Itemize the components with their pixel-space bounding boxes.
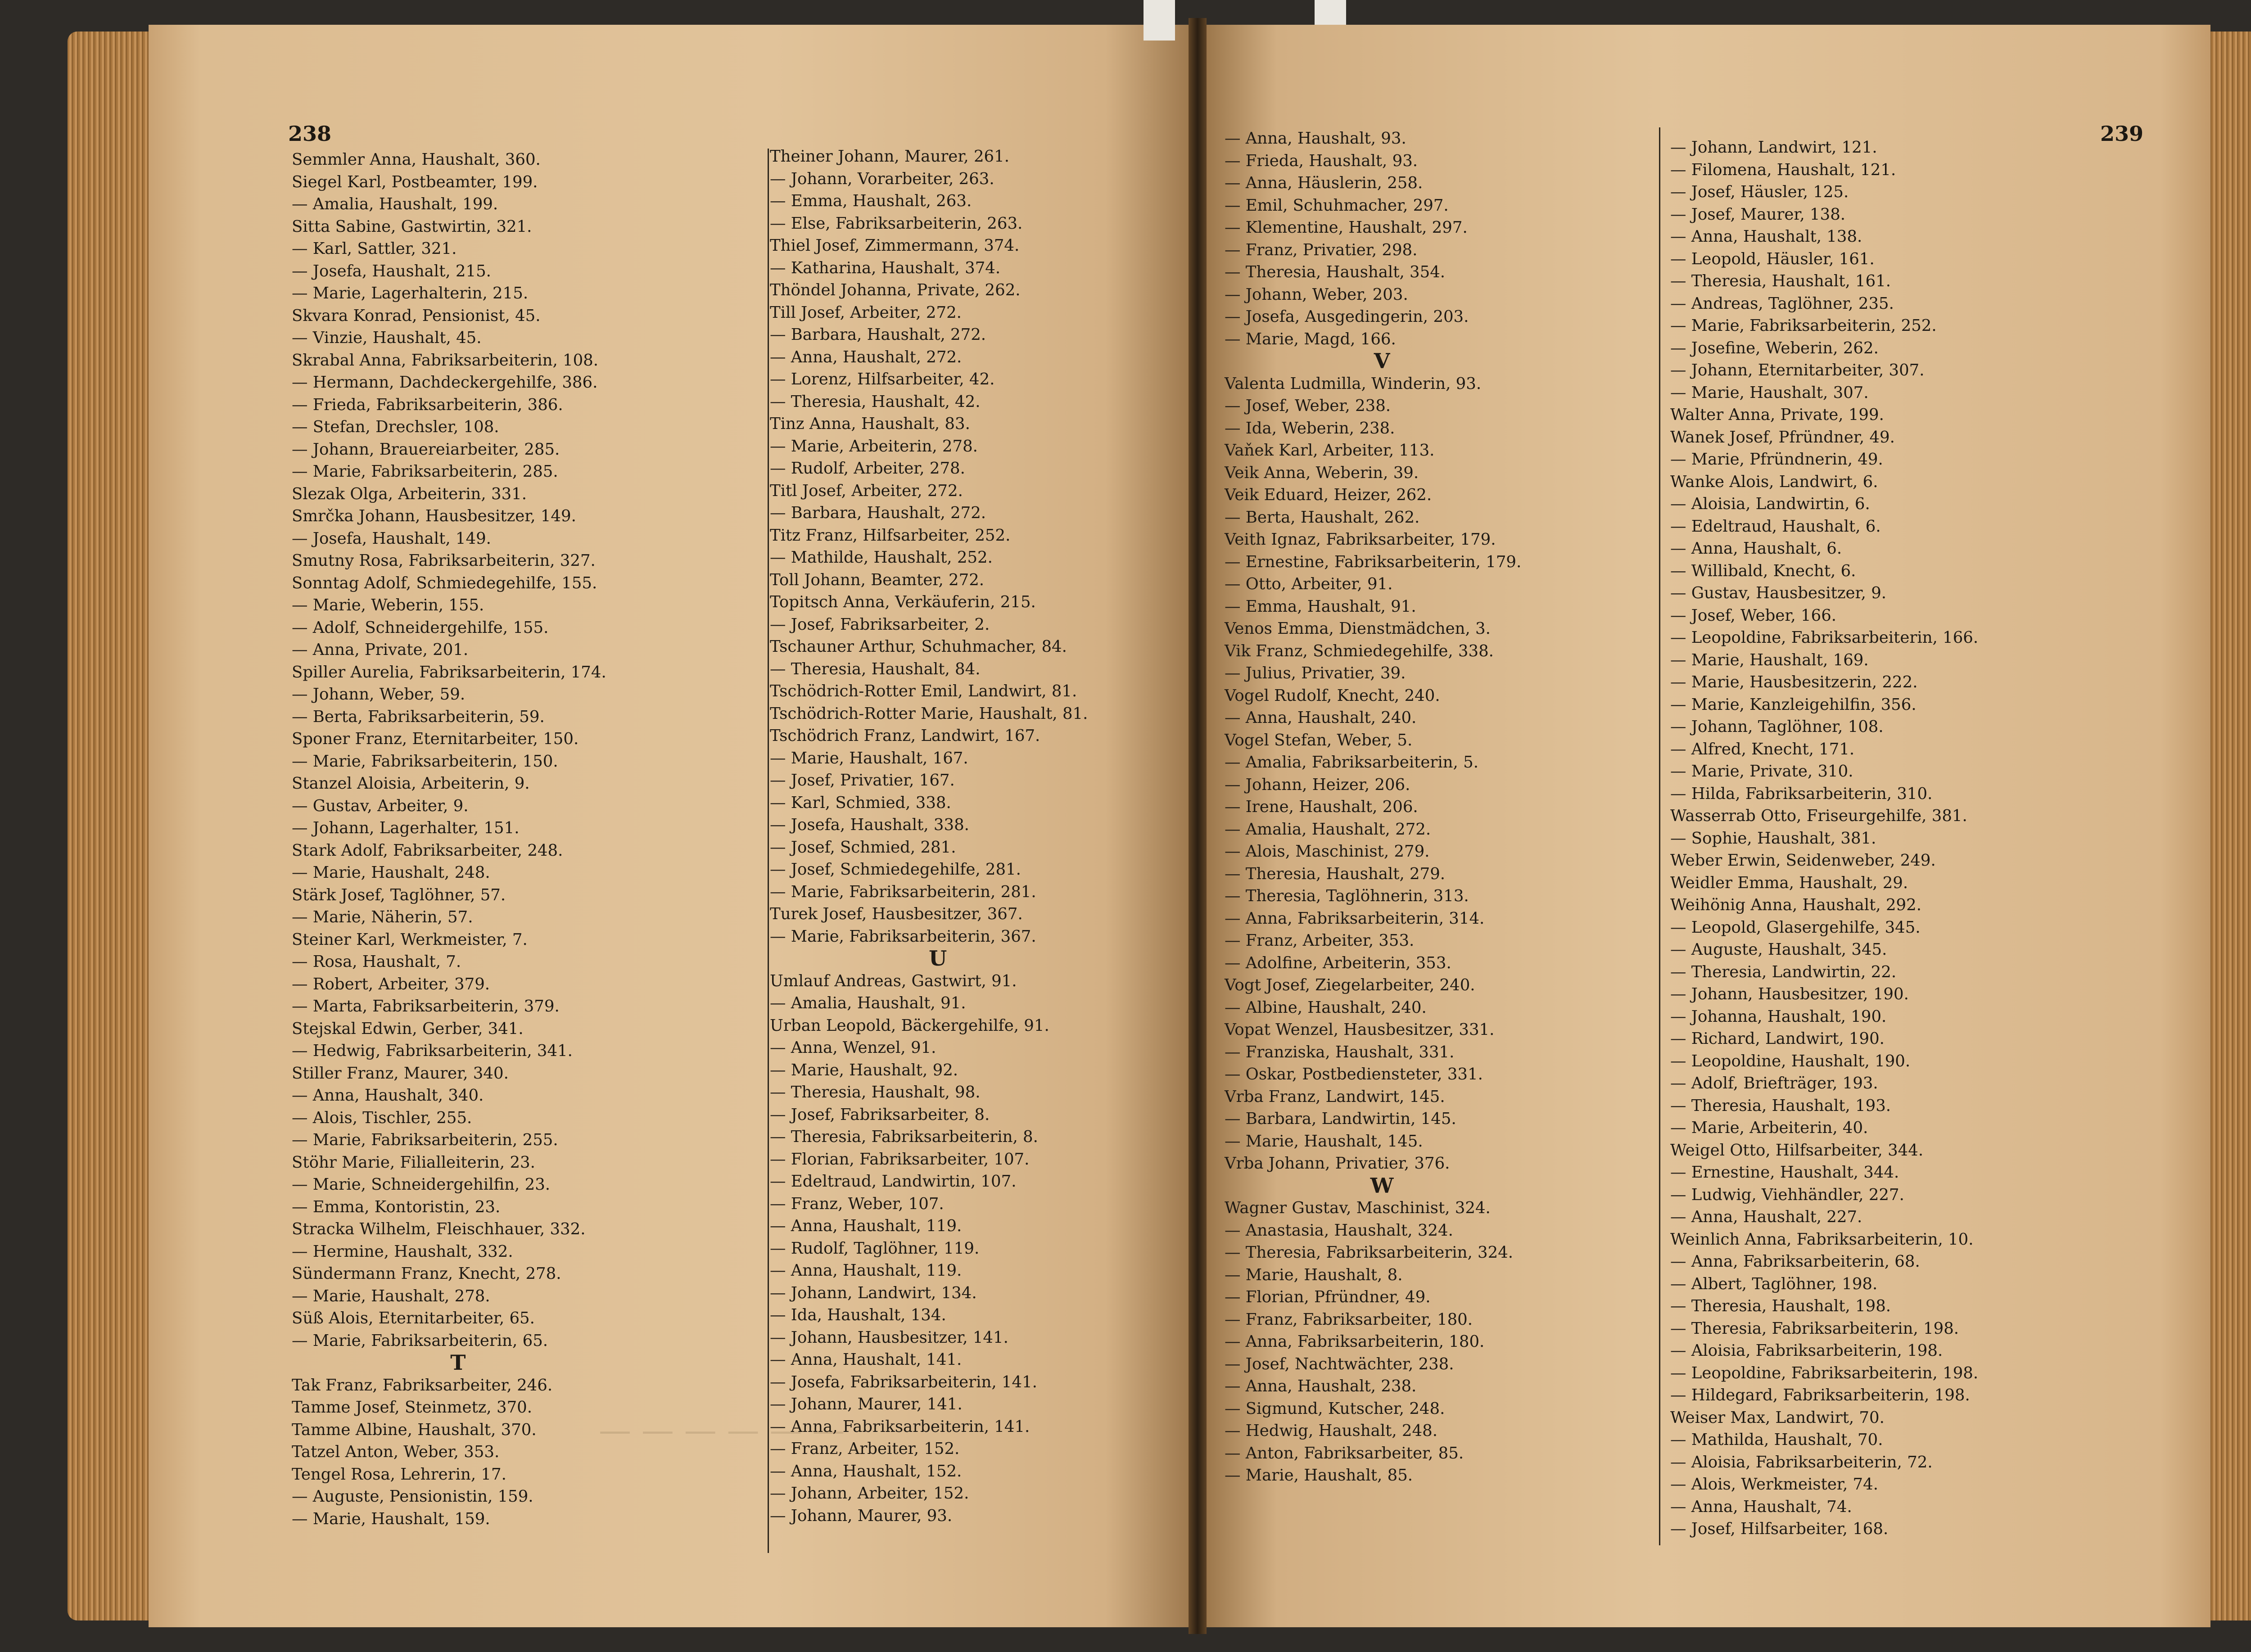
directory-entry: Wanek Josef, Pfründner, 49. [1670,428,1895,447]
directory-entry: — Johann, Taglöhner, 108. [1670,718,1884,736]
directory-entry: Thiel Josef, Zimmermann, 374. [770,236,1020,255]
directory-entry: — Rudolf, Taglöhner, 119. [770,1239,980,1258]
directory-entry: — Sigmund, Kutscher, 248. [1225,1399,1445,1418]
directory-entry: — Josef, Schmiedegehilfe, 281. [770,860,1021,879]
directory-entry: — Theresia, Haushalt, 354. [1225,263,1446,281]
directory-entry: — Leopold, Häusler, 161. [1670,249,1875,268]
directory-entry: Sponer Franz, Eternitarbeiter, 150. [292,730,579,748]
directory-entry: — Johann, Weber, 59. [292,685,466,704]
directory-entry: Titz Franz, Hilfsarbeiter, 252. [770,526,1011,545]
directory-entry: Wagner Gustav, Maschinist, 324. [1225,1199,1491,1217]
directory-entry: — Florian, Fabriksarbeiter, 107. [770,1150,1030,1169]
directory-entry: — Anna, Haushalt, 227. [1670,1208,1862,1226]
directory-entry: — Marie, Arbeiterin, 40. [1670,1119,1868,1137]
directory-entry: — Leopoldine, Fabriksarbeiterin, 198. [1670,1363,1979,1382]
directory-entry: — Franz, Arbeiter, 152. [770,1440,960,1458]
directory-entry: — Marie, Schneidergehilfin, 23. [292,1175,551,1194]
directory-entry: — Albine, Haushalt, 240. [1225,998,1427,1017]
directory-entry: — Hilda, Fabriksarbeiterin, 310. [1670,784,1933,803]
directory-entry: — Anna, Haushalt, 93. [1225,129,1406,148]
directory-entry: — Marie, Fabriksarbeiterin, 285. [292,462,558,481]
right-page-column-2 [1670,136,1978,1540]
directory-entry: — Josef, Fabriksarbeiter, 2. [770,615,990,634]
directory-entry: — Johann, Eternitarbeiter, 307. [1670,361,1925,379]
directory-entry: — Franz, Arbeiter, 353. [1225,931,1415,950]
directory-entry: — Marie, Fabriksarbeiterin, 255. [292,1131,558,1149]
directory-entry: — Anna, Haushalt, 141. [770,1350,962,1369]
directory-entry: — Lorenz, Hilfsarbeiter, 42. [770,370,995,388]
directory-entry: Siegel Karl, Postbeamter, 199. [292,172,538,191]
directory-entry: — Marie, Haushalt, 159. [292,1509,490,1528]
directory-entry: — Ernestine, Haushalt, 344. [1670,1163,1899,1182]
directory-entry: — Alois, Maschinist, 279. [1225,842,1430,861]
directory-entry: — Anna, Haushalt, 138. [1670,227,1862,246]
directory-entry: — Ida, Haushalt, 134. [770,1306,946,1324]
directory-entry: — Julius, Privatier, 39. [1225,664,1406,682]
directory-entry: — Marie, Fabriksarbeiterin, 281. [770,882,1036,901]
directory-entry: — Auguste, Pensionistin, 159. [292,1487,533,1506]
directory-entry: — Katharina, Haushalt, 374. [770,258,1001,277]
directory-entry: Stiller Franz, Maurer, 340. [292,1064,509,1083]
directory-entry: — Franz, Fabriksarbeiter, 180. [1225,1310,1473,1329]
directory-entry: — Theresia, Haushalt, 161. [1670,272,1891,290]
directory-entry: Weihönig Anna, Haushalt, 292. [1670,896,1921,914]
directory-entry: — Anna, Fabriksarbeiterin, 141. [770,1417,1030,1436]
directory-entry: — Marie, Private, 310. [1670,762,1853,781]
directory-entry: — Anna, Fabriksarbeiterin, 314. [1225,909,1485,928]
directory-entry: — Alfred, Knecht, 171. [1670,740,1855,758]
directory-entry: — Marie, Kanzleigehilfin, 356. [1670,695,1917,714]
directory-entry: — Marie, Haushalt, 307. [1670,383,1869,402]
section-letter-heading: W [1370,1173,1394,1198]
directory-entry: — Leopoldine, Fabriksarbeiterin, 166. [1670,628,1979,647]
directory-entry: Sonntag Adolf, Schmiedegehilfe, 155. [292,573,597,592]
directory-entry: — Hedwig, Haushalt, 248. [1225,1422,1437,1440]
directory-entry: Sündermann Franz, Knecht, 278. [292,1264,561,1283]
directory-entry: — Emma, Haushalt, 263. [770,192,972,210]
directory-entry: Veith Ignaz, Fabriksarbeiter, 179. [1225,530,1496,549]
directory-entry: — Amalia, Haushalt, 199. [292,195,498,213]
directory-entry: — Hildegard, Fabriksarbeiterin, 198. [1670,1386,1970,1404]
directory-entry: — Anna, Haushalt, 119. [770,1217,962,1235]
directory-entry: — Theresia, Haushalt, 193. [1670,1096,1891,1115]
directory-entry: Stark Adolf, Fabriksarbeiter, 248. [292,841,563,860]
directory-entry: — Marie, Haushalt, 8. [1225,1265,1403,1284]
directory-entry: Umlauf Andreas, Gastwirt, 91. [770,971,1017,990]
directory-entry: Tatzel Anton, Weber, 353. [292,1443,500,1461]
directory-entry: — Franziska, Haushalt, 331. [1225,1043,1455,1061]
directory-entry: — Johann, Brauereiarbeiter, 285. [292,440,560,459]
directory-entry: Vrba Franz, Landwirt, 145. [1225,1087,1445,1106]
directory-entry: — Adolf, Briefträger, 193. [1670,1074,1878,1092]
directory-entry: — Anna, Haushalt, 238. [1225,1377,1417,1395]
directory-entry: — Emil, Schuhmacher, 297. [1225,196,1449,215]
directory-entry: — Theresia, Landwirtin, 22. [1670,962,1897,981]
directory-entry: — Marie, Fabriksarbeiterin, 367. [770,927,1036,946]
book-page-edges-left [68,32,149,1620]
section-letter-heading: U [929,946,947,970]
directory-entry: Tschödrich Franz, Landwirt, 167. [770,727,1040,745]
directory-entry: — Marie, Fabriksarbeiterin, 150. [292,752,558,771]
directory-entry: — Rudolf, Arbeiter, 278. [770,459,965,478]
directory-entry: — Vinzie, Haushalt, 45. [292,329,482,347]
directory-entry: — Marie, Näherin, 57. [292,908,473,926]
directory-entry: — Irene, Haushalt, 206. [1225,798,1418,816]
directory-entry: — Johann, Maurer, 93. [770,1506,953,1525]
directory-entry: — Marie, Weberin, 155. [292,596,484,614]
directory-entry: — Josefa, Fabriksarbeiterin, 141. [770,1372,1037,1391]
directory-entry: — Marie, Haushalt, 278. [292,1286,490,1305]
directory-entry: Vogel Stefan, Weber, 5. [1225,731,1413,749]
directory-entry: — Mathilde, Haushalt, 252. [770,548,993,567]
directory-entry: — Ida, Weberin, 238. [1225,419,1395,438]
directory-entry: — Edeltraud, Landwirtin, 107. [770,1172,1017,1191]
left-page-column-2 [770,145,1088,1527]
directory-entry: — Josefine, Weberin, 262. [1670,339,1879,357]
directory-entry: — Aloisia, Fabriksarbeiterin, 198. [1670,1341,1943,1360]
directory-entry: — Josefa, Haushalt, 338. [770,816,969,834]
directory-entry: — Frieda, Haushalt, 93. [1225,151,1418,170]
directory-entry: Toll Johann, Beamter, 272. [770,570,985,589]
column-divider [768,149,769,1553]
directory-entry: Stejskal Edwin, Gerber, 341. [292,1019,524,1038]
right-page [1207,25,2210,1627]
directory-entry: — Karl, Schmied, 338. [770,793,951,812]
directory-entry: Wanke Alois, Landwirt, 6. [1670,472,1878,491]
directory-entry: — Josefa, Ausgedingerin, 203. [1225,307,1469,326]
directory-entry: Urban Leopold, Bäckergehilfe, 91. [770,1016,1049,1035]
directory-entry: — Richard, Landwirt, 190. [1670,1029,1885,1048]
directory-entry: Tengel Rosa, Lehrerin, 17. [292,1465,506,1484]
directory-entry: — Josef, Nachtwächter, 238. [1225,1354,1454,1373]
directory-entry: — Anna, Fabriksarbeiterin, 68. [1670,1252,1920,1271]
directory-entry: — Johann, Arbeiter, 152. [770,1484,969,1503]
directory-entry: — Marie, Haushalt, 145. [1225,1132,1423,1151]
directory-entry: — Adolfine, Arbeiterin, 353. [1225,953,1451,972]
directory-entry: Tamme Josef, Steinmetz, 370. [292,1398,533,1417]
directory-entry: Süß Alois, Eternitarbeiter, 65. [292,1309,535,1327]
directory-entry: Weber Erwin, Seidenweber, 249. [1670,851,1936,870]
directory-entry: — Theresia, Fabriksarbeiterin, 324. [1225,1243,1514,1262]
directory-entry: Stracka Wilhelm, Fleischhauer, 332. [292,1220,586,1238]
directory-entry: — Theresia, Haushalt, 84. [770,659,981,678]
directory-entry: — Oskar, Postbediensteter, 331. [1225,1065,1483,1083]
directory-entry: — Josef, Maurer, 138. [1670,205,1846,224]
directory-entry: Tschödrich-Rotter Marie, Haushalt, 81. [770,704,1088,723]
directory-entry: — Anna, Private, 201. [292,641,469,659]
directory-entry: — Sophie, Haushalt, 381. [1670,829,1876,848]
directory-entry: — Johann, Heizer, 206. [1225,775,1410,794]
directory-entry: Skrabal Anna, Fabriksarbeiterin, 108. [292,351,599,370]
directory-entry: — Anna, Häuslerin, 258. [1225,174,1423,192]
directory-entry: — Emma, Haushalt, 91. [1225,597,1416,616]
directory-entry: — Anna, Haushalt, 152. [770,1462,962,1480]
directory-entry: — Rosa, Haushalt, 7. [292,952,461,971]
section-letter-heading: V [1374,349,1390,373]
directory-entry: Vrba Johann, Privatier, 376. [1225,1154,1450,1173]
directory-entry: — Alois, Werkmeister, 74. [1670,1475,1878,1494]
directory-entry: — Leopold, Glasergehilfe, 345. [1670,918,1921,937]
directory-entry: Weigel Otto, Hilfsarbeiter, 344. [1670,1141,1924,1160]
directory-entry: Tschödrich-Rotter Emil, Landwirt, 81. [770,682,1077,700]
right-page-column-1 [1225,127,1521,1487]
directory-entry: — Auguste, Haushalt, 345. [1670,940,1887,959]
directory-entry: — Berta, Fabriksarbeiterin, 59. [292,707,545,726]
directory-entry: — Aloisia, Fabriksarbeiterin, 72. [1670,1453,1933,1471]
directory-entry: — Amalia, Haushalt, 272. [1225,820,1431,839]
directory-entry: — Johanna, Haushalt, 190. [1670,1007,1887,1026]
directory-entry: — Josef, Häusler, 125. [1670,183,1849,201]
directory-entry: — Else, Fabriksarbeiterin, 263. [770,214,1023,233]
directory-entry: — Klementine, Haushalt, 297. [1225,218,1468,237]
directory-entry: — Florian, Pfründner, 49. [1225,1288,1431,1306]
directory-entry: — Franz, Privatier, 298. [1225,240,1418,259]
directory-entry: — Johann, Landwirt, 134. [770,1283,977,1302]
directory-entry: — Albert, Taglöhner, 198. [1670,1274,1878,1293]
directory-entry: — Anna, Wenzel, 91. [770,1038,936,1057]
directory-entry: — Amalia, Haushalt, 91. [770,994,966,1012]
directory-entry: — Barbara, Haushalt, 272. [770,504,986,522]
book-page-edges-right [2206,32,2251,1620]
directory-entry: — Josef, Schmied, 281. [770,838,956,857]
directory-entry: — Amalia, Fabriksarbeiterin, 5. [1225,753,1478,772]
directory-entry: — Stefan, Drechsler, 108. [292,418,499,436]
directory-entry: Veik Eduard, Heizer, 262. [1225,486,1432,504]
directory-entry: Titl Josef, Arbeiter, 272. [770,481,963,500]
directory-entry: Turek Josef, Hausbesitzer, 367. [770,905,1023,923]
directory-entry: — Marie, Magd, 166. [1225,329,1396,348]
directory-entry: Weiser Max, Landwirt, 70. [1670,1408,1885,1427]
directory-entry: Smrčka Johann, Hausbesitzer, 149. [292,507,576,525]
directory-entry: Slezak Olga, Arbeiterin, 331. [292,484,527,503]
directory-entry: — Frieda, Fabriksarbeiterin, 386. [292,395,563,414]
directory-entry: — Marie, Haushalt, 85. [1225,1466,1413,1485]
directory-entry: — Emma, Kontoristin, 23. [292,1197,501,1216]
directory-entry: — Edeltraud, Haushalt, 6. [1670,517,1881,536]
directory-entry: — Marta, Fabriksarbeiterin, 379. [292,997,560,1016]
directory-entry: Thöndel Johanna, Private, 262. [770,281,1021,299]
show-through-print: — — — — — — [599,1411,845,1449]
directory-entry: — Anton, Fabriksarbeiter, 85. [1225,1444,1464,1462]
directory-entry: — Anna, Fabriksarbeiterin, 180. [1225,1332,1485,1351]
directory-entry: Till Josef, Arbeiter, 272. [770,303,962,322]
directory-entry: — Marie, Hausbesitzerin, 222. [1670,673,1918,691]
directory-entry: Stärk Josef, Taglöhner, 57. [292,885,506,904]
directory-entry: Tamme Albine, Haushalt, 370. [292,1420,537,1439]
directory-entry: Venos Emma, Dienstmädchen, 3. [1225,619,1491,638]
directory-entry: — Johann, Hausbesitzer, 190. [1670,985,1909,1003]
directory-entry: — Hermine, Haushalt, 332. [292,1242,513,1261]
directory-entry: — Karl, Sattler, 321. [292,239,457,258]
section-letter-heading: T [450,1350,466,1375]
directory-entry: — Johann, Landwirt, 121. [1670,138,1877,157]
directory-entry: Sitta Sabine, Gastwirtin, 321. [292,217,532,236]
directory-entry: — Johann, Vorarbeiter, 263. [770,169,994,188]
directory-entry: — Gustav, Hausbesitzer, 9. [1670,584,1887,602]
directory-entry: — Josef, Hilfsarbeiter, 168. [1670,1520,1889,1538]
directory-entry: Wasserrab Otto, Friseurgehilfe, 381. [1670,807,1967,825]
directory-entry: — Anna, Haushalt, 272. [770,348,962,366]
left-page-column-1 [292,149,606,1530]
directory-entry: Stöhr Marie, Filialleiterin, 23. [292,1153,535,1172]
directory-entry: — Otto, Arbeiter, 91. [1225,575,1393,593]
directory-entry: Topitsch Anna, Verkäuferin, 215. [770,593,1036,611]
directory-entry: — Josef, Weber, 238. [1225,397,1391,415]
directory-entry: — Mathilda, Haushalt, 70. [1670,1431,1883,1449]
page-number-right: 239 [2100,122,2144,146]
directory-entry: — Ludwig, Viehhändler, 227. [1670,1185,1904,1204]
directory-entry: — Marie, Haushalt, 167. [770,749,968,767]
directory-entry: — Josefa, Haushalt, 149. [292,529,491,548]
directory-entry: — Hedwig, Fabriksarbeiterin, 341. [292,1042,573,1060]
directory-entry: Skvara Konrad, Pensionist, 45. [292,306,541,325]
directory-entry: — Anna, Haushalt, 340. [292,1086,484,1105]
page-number-left: 238 [288,122,332,146]
directory-entry: Valenta Ludmilla, Winderin, 93. [1225,374,1482,393]
directory-entry: — Theresia, Haushalt, 98. [770,1083,981,1101]
directory-entry: — Johann, Lagerhalter, 151. [292,819,520,837]
directory-entry: Tak Franz, Fabriksarbeiter, 246. [292,1376,553,1395]
directory-entry: Tinz Anna, Haushalt, 83. [770,415,970,433]
directory-entry: Stanzel Aloisia, Arbeiterin, 9. [292,774,530,793]
directory-entry: Vopat Wenzel, Hausbesitzer, 331. [1225,1020,1495,1039]
directory-entry: — Marie, Fabriksarbeiterin, 252. [1670,316,1937,335]
binding-clip [1144,0,1175,41]
directory-entry: — Anna, Haushalt, 240. [1225,709,1417,727]
directory-entry: — Marie, Fabriksarbeiterin, 65. [292,1331,548,1350]
directory-entry: — Marie, Haushalt, 169. [1670,650,1869,669]
directory-entry: — Filomena, Haushalt, 121. [1670,160,1896,179]
directory-entry: Weidler Emma, Haushalt, 29. [1670,873,1908,892]
directory-entry: Walter Anna, Private, 199. [1670,406,1884,424]
directory-entry: Steiner Karl, Werkmeister, 7. [292,930,528,949]
directory-entry: Weinlich Anna, Fabriksarbeiterin, 10. [1670,1230,1974,1249]
directory-entry: — Hermann, Dachdeckergehilfe, 386. [292,373,598,392]
directory-entry: — Adolf, Schneidergehilfe, 155. [292,618,549,637]
directory-entry: Veik Anna, Weberin, 39. [1225,463,1419,482]
directory-entry: — Theresia, Haushalt, 279. [1225,864,1446,883]
directory-entry: — Johann, Weber, 203. [1225,285,1408,304]
directory-entry: Theiner Johann, Maurer, 261. [770,147,1009,166]
directory-entry: — Alois, Tischler, 255. [292,1108,472,1127]
directory-entry: Semmler Anna, Haushalt, 360. [292,150,541,169]
left-page [149,25,1189,1627]
column-divider [1659,127,1660,1545]
directory-entry: — Marie, Pfründnerin, 49. [1670,450,1883,469]
directory-entry: — Gustav, Arbeiter, 9. [292,796,469,815]
directory-entry: — Marie, Haushalt, 248. [292,863,490,882]
directory-entry: — Robert, Arbeiter, 379. [292,975,490,993]
directory-entry: — Josef, Privatier, 167. [770,771,955,790]
directory-entry: Spiller Aurelia, Fabriksarbeiterin, 174. [292,663,606,682]
directory-entry: — Anastasia, Haushalt, 324. [1225,1221,1453,1240]
directory-entry: — Andreas, Taglöhner, 235. [1670,294,1894,313]
directory-entry: — Ernestine, Fabriksarbeiterin, 179. [1225,552,1522,571]
directory-entry: Vogel Rudolf, Knecht, 240. [1225,686,1440,705]
directory-entry: — Theresia, Haushalt, 198. [1670,1297,1891,1315]
directory-entry: — Anna, Haushalt, 74. [1670,1497,1852,1516]
directory-entry: — Anna, Haushalt, 119. [770,1261,962,1280]
directory-entry: — Josefa, Haushalt, 215. [292,262,491,280]
directory-entry: Vaňek Karl, Arbeiter, 113. [1225,441,1435,460]
directory-entry: — Josef, Weber, 166. [1670,606,1837,625]
directory-entry: Tschauner Arthur, Schuhmacher, 84. [770,637,1067,656]
book-gutter [1189,18,1207,1634]
directory-entry: — Marie, Lagerhalterin, 215. [292,284,529,302]
directory-entry: — Aloisia, Landwirtin, 6. [1670,495,1870,513]
directory-entry: — Leopoldine, Haushalt, 190. [1670,1052,1911,1070]
directory-entry: — Franz, Weber, 107. [770,1194,944,1213]
directory-entry: — Theresia, Fabriksarbeiterin, 198. [1670,1319,1959,1338]
directory-entry: — Josef, Fabriksarbeiter, 8. [770,1105,990,1124]
directory-entry: Vik Franz, Schmiedegehilfe, 338. [1225,641,1494,660]
directory-entry: — Johann, Hausbesitzer, 141. [770,1328,1008,1347]
directory-entry: — Barbara, Landwirtin, 145. [1225,1110,1456,1128]
directory-entry: — Anna, Haushalt, 6. [1670,539,1842,558]
directory-entry: — Johann, Maurer, 141. [770,1395,963,1413]
directory-entry: — Barbara, Haushalt, 272. [770,325,986,344]
directory-entry: Smutny Rosa, Fabriksarbeiterin, 327. [292,551,596,570]
directory-entry: — Theresia, Fabriksarbeiterin, 8. [770,1128,1038,1146]
directory-entry: Vogt Josef, Ziegelarbeiter, 240. [1225,976,1475,994]
directory-entry: — Theresia, Haushalt, 42. [770,392,981,411]
directory-entry: — Theresia, Taglöhnerin, 313. [1225,887,1469,905]
directory-entry: — Marie, Arbeiterin, 278. [770,437,978,456]
directory-entry: — Willibald, Knecht, 6. [1670,561,1856,580]
directory-entry: — Marie, Haushalt, 92. [770,1061,958,1079]
directory-entry: — Berta, Haushalt, 262. [1225,508,1420,527]
